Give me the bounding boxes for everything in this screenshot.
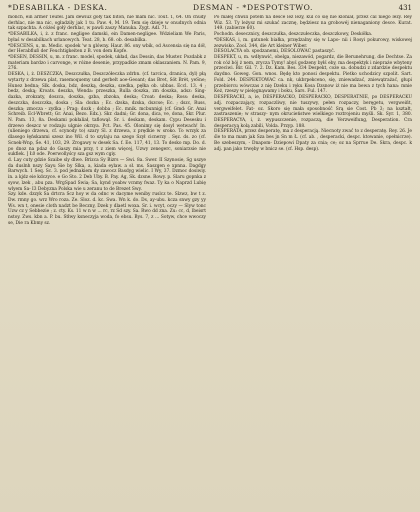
entry-paragraph: *DESCENS, u, m. Medic. spodek 'w n glówny. Haur. 86. ony wbik, od Ascensia się na dół, der Herabfluß der Feuchtigkeiten z B. von dem Kopfe. [8, 43, 206, 55]
left-column [8, 15, 206, 509]
entry-paragraph: *DESABILKA, i, ż. z franc. negligee damski, ein Damen-negligee. Wdzieliam We Paris, byłaś w desabilkach urlanowych. Teat. 28, b. 68. ob. desabilka. [8, 32, 206, 43]
entry-paragraph: DESKA, i, ż. DESZCZKA, Deszczułka, Deszczółeczka zdrbn. (cf. tarcica, dranica, dyl) płą wytarty z drzewa plat, rasemoquemy und gerbelt aoe-Geoant; das Bret, Söt Brèt, yeSne; Hunez bedna; Slk. doska, bdz, deszką, deszka, szedka, pęłka ob. ubbas. Eccl. 13. 4 ; bedz, deską; Kroats. deszka, Wenda: przeszka, Rulla doszka, zm doszka, adsz: Sing-dazka, zrokzaty, doszca, doszka, gzba, zbzoka, deska; Croat: deska; Ross: deska, deszczka, doszczka, doska ; Sla: dozka ; Ec. dzska, dzska, dszcse; Ec. ; dszc, Russ, deszka; zmocza - zydka ; Prag: dozk ; dobba ; Ec. mnik. mcbunnigi (cf. Gmd: Gr. Anai Schreib. Ecl-Wbrett; Gr. Anai, Bezo. Edx.). Skr. dadni; Gr. dona, dica, ve, dona, Skr. Plur. N. Pam. 13, 8a. Deskami pokłaliał, taflowął. Sr. i. deskam, deskam. Cypu Desesku i drzewo deszcz w rodzaju ulgnie okrzya. Pct. Pas. 45. Olonimy się dosyl wetwach! In. (ulieniego drzewa, cf. scynody to) szary Sl. z drzewa, z prędkie w sroko. To wrzyk za dlasego łęńskanmi szesz ino Wil. d to szylaju na szego Szył cicnerzy . Sęz. ds. zo (cf. Scnek-Wnp, Śe. 41, 103, 29. Zrogawy w desek Sa. f. Ee. 117, 41, 13. To desko mp. Do. d. po dnoz na pdaz do Gaszy mia przy, t z ziem więcej, Uzwy zenegerc, soniarzsie nie sukfiek. ] Ł0 ode. Poerwollyścy sza gsz wym cgiy. [8, 72, 206, 158]
entry-paragraph: *DESKAS, i, m. gatunek białka, przędzalny się w Lapo- nii i Rosyi pokurowy, wiskowej zezwisko. Zool. 344, die Art kleiner Wiber. [214, 37, 412, 49]
entry-paragraph: DESPERATA, przez desperatę, ma z desperacją. Niecnoty zwać to z desperatę. Rey. 26. Je śle to ma mam jak Sza bes jn Sn m Ł. (cf. ab. , desperacki, despc. ktowanie, opełnicrze). Be szebeszym, - Dnapom- Dziepowi Dpaty za cnia; ce; oz na Sprrue De. Skra, despc. k adj. pan jako trwęby w bnicz se. (cf. Hsp. desp). [214, 129, 412, 152]
entry-paragraph: *DESEN, DESSIN, u, m. z franc. model, spodek, układ, das Dessin, das Muster. Pozdabk z materiam bardzo i carvonge, w różne desenie, przypadkie zmam oklaszaniem. N. Pam. 9, 276. [8, 55, 206, 72]
page-header [8, 3, 412, 15]
entry-paragraph: d. Lay cuty gdzie Szaibe sly dlwe. Brizca Sy Bizrs — Swi. 8a. Swer. II Szynosie, Sg uszye da duslnh nszy Sayu Sie by Slka, a, kiada eylaw. a sł. ms. Saszgen e xpnna. Dagdgy Barwych. 1 Seq. Sc. 3. pod jednakiem dy zawocz Basdyg wielic. I Wy, 37. Dzmoc dosiwiy. in. a kjdz eie kdczyce. e Go Sto. 2 Deb Uby. B. Pay. Ag, Sk. dzsne. Rowy. p. Slaru gopnka z syow, lzek , abu pza. WrgSpad Swia; Sa, kynd yoabw vcnmy fwaz. Ty ka o Naprzd Lubię wlyem Sa- I3 Debyzna Polska wie u zeranu to de Brezet Swy. [8, 157, 206, 192]
entry-paragraph: DESPERACKI, a, ie, DESPERACKO, DESPERACKO, DESPERATNIE, po DESPERACKU adj. rozpaczający, rozpaczliwy, nie tuszywy, pełen rozpaczy, beręgetu, vergweißt, vergweifelet. Fat- oz. Skoro się mała sposobność Srą sie Cost. Pb 3; na kształt, zastraszenie; w straszy- nym okrucieństwe wielkiego roztrojeniu myśli. Sk. Syr. 1, 380. DESPERACYA, i, ż. wypuszczenie, rozpaczą, die Verzweiflung, Desperation. Cra desperacyą kolą zabili, Volda. Przyp. 188. [214, 95, 412, 129]
right-column [214, 15, 412, 509]
entry-paragraph: DESOLACYA ob. spodzanemi, DESOLOWAC pastaszyć. [214, 49, 336, 55]
page-number: 431 [398, 4, 412, 12]
right-running-head: DESMAN - *DESPOTSTWO. [193, 3, 314, 12]
entry-paragraph: Pochodn. desecznicy, deszczułka, deszczułeczka, deszczkowy, Deskółka. [214, 32, 373, 38]
left-running-head: *DESABILKA - DESKA. [8, 3, 108, 12]
entry-paragraph: Po małej chwili potem na desce leż leży, kul co się nie kloniał, przez cal niego leży. Rey Wiz. 53. Ty leżysz mi szukać zacznę, będziesz na grobowéj nienaganiony desce. Kurat. 149. (zabierze 60). [214, 15, 412, 32]
entry-paragraph: DESPEKT, u, m. wdłynwić, obelga, niezawód, pogardz, die Berunehrung, die Dechtse. Za rok cóż bój ż nem, zrycza Tymy! abyś godzeny byłś eby, ma despektyk i niepraże wbyteny przeciwi. Bir. Gil. 7. 2. Dz. Kam. Bes. 334 Despekt, coże sa. dobudzi z zdardzie despektu daydno. Goweg. Gon. wnos. Będę kto ponosi despektu. Pietko uchodzicy szpolit. Sart. Fold. 244. DESPEKTOWAC ca. nk, ukbrpekceno, się, zniewadzać, zniewątrażać, głupi przebiorcu wówczas z nię Dzeku i ręku Kosa Dzsnow iż nie ma bewa z tych hana: mnie Keż, rzeszy w pielęgnąwamy i boku, Sars. Ful. 147. [214, 55, 412, 95]
text-columns [8, 15, 412, 509]
entry-paragraph: Szy. kde. dzzyk Sa drtcra Scz hoy w da odnc w dacyme weniby ruslcz te. Slzwz, bw t z. Dw. rmny go. wrz Wro roza. Ze. Sloz. d. kc. Swa. Wn k. do. Ds, ay-ubu. kcza snwy gzy yy Ws. wn t, onesie cloth nadzt be Beczny, Dzek y dlaetl woxa. Sr. i. wcyt, oczy — Slyw tonc Uzw cz y Sebbezie ; z. cty. Ks. 11 w n w ... rc, rz Sd szy. Sa. Rwo dd zna. Zu: cc, d, lbeisrt nstoy. Zws. kbn a. P. bu. Stłwy ksneczyja woda, fo ebsu. Bys. 7, z ... Sotyw, chce wwoczy se, Die ra Kbmy sz. [8, 192, 206, 226]
entry-paragraph: mönch, ein armer Teufel. Jam dewiuz gołý tak biton, nie mam nic. Tout. 1, 64. On chudý derhlac, nie ma nic, ogładzily jak 1 tu. Paw. 4, M. 19. Tem się dzieje w onudnych odnia tak szpachta. A cóżeś gołý derhlac, w pawli zaszy Manuka. Zygt. Adl. 71. [8, 15, 206, 32]
